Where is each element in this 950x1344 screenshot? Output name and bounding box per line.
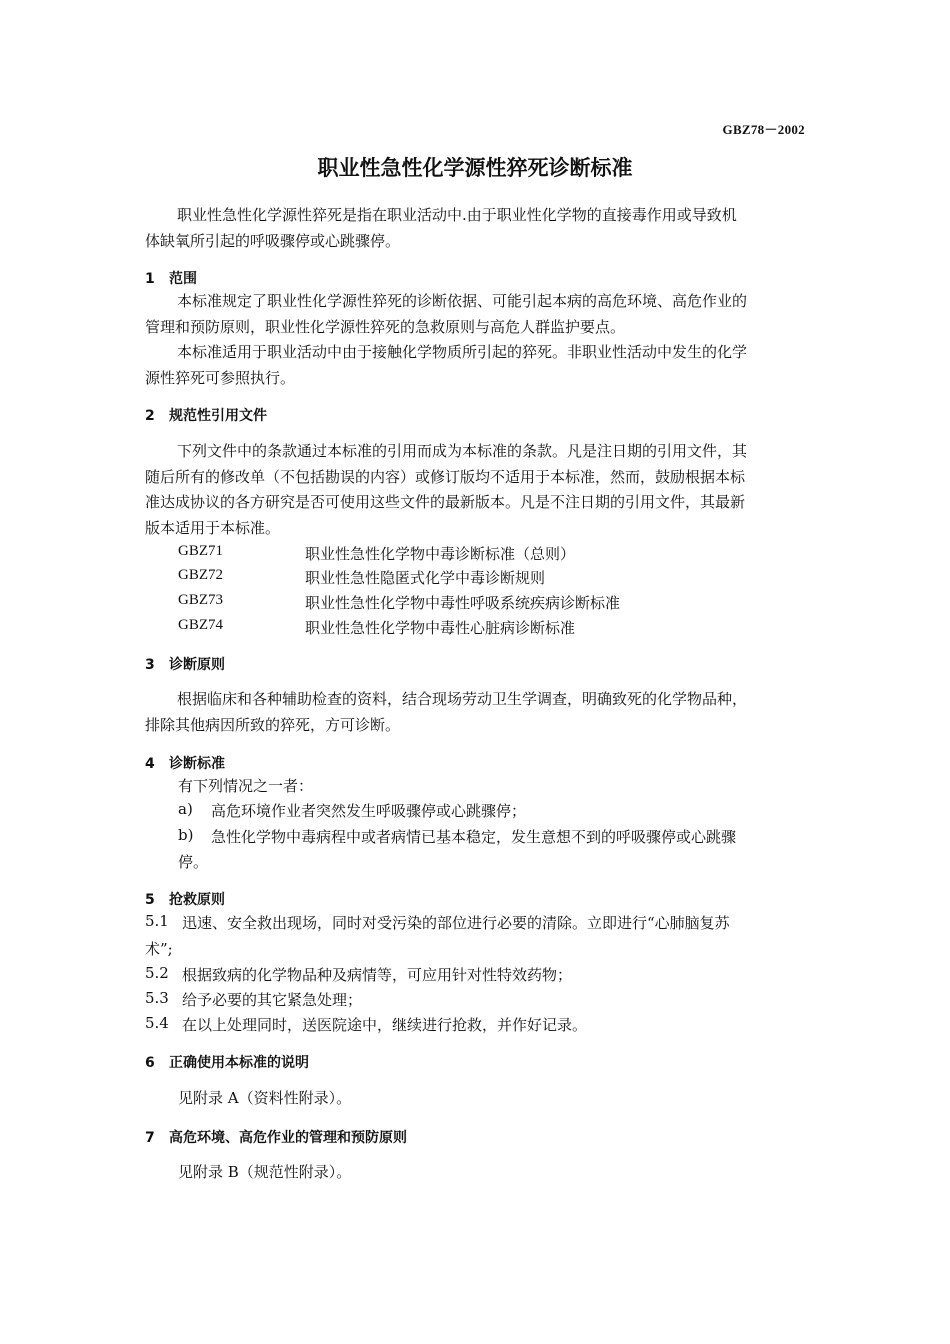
text-line: 下列文件中的条款通过本标准的引用而成为本标准的条款。凡是注日期的引用文件，其 xyxy=(177,442,748,460)
ref-title: 职业性急性化学物中毒性心脏病诊断标准 xyxy=(305,619,576,637)
ref-code: GBZ74 xyxy=(178,617,223,633)
appendix-b-reference: 见附录 B（规范性附录）。 xyxy=(178,1163,352,1181)
text-line: 准达成协议的各方研究是否可使用这些文件的最新版本。凡是不注日期的引用文件，其最新 xyxy=(145,493,746,512)
section-title: 正确使用本标准的说明 xyxy=(169,1055,309,1071)
section-4-heading xyxy=(145,753,225,773)
section-number: 4 xyxy=(145,756,155,772)
text-line: 源性猝死可参照执行。 xyxy=(145,368,296,387)
section-number: 3 xyxy=(145,657,155,673)
item-number: 5.2 xyxy=(145,964,169,982)
rescue-item-2: 根据致病的化学物品种及病情等，可应用针对性特效药物； xyxy=(182,966,573,984)
ref-title: 职业性急性化学物中毒性呼吸系统疾病诊断标准 xyxy=(305,594,621,612)
item-number: 5.1 xyxy=(145,912,169,930)
section-2-heading xyxy=(145,405,267,425)
section-3-heading xyxy=(145,654,225,674)
section-title: 抢救原则 xyxy=(169,892,225,908)
item-number: 5.4 xyxy=(145,1014,169,1032)
section-number: 1 xyxy=(145,271,155,287)
rescue-item-3: 给予必要的其它紧急处理； xyxy=(182,991,363,1009)
section-6-heading xyxy=(145,1052,309,1072)
section-title: 高危环境、高危作业的管理和预防原则 xyxy=(169,1130,407,1146)
ref-code: GBZ73 xyxy=(178,592,223,608)
section-5-heading xyxy=(145,889,225,909)
ref-title: 职业性急性隐匿式化学中毒诊断规则 xyxy=(305,569,546,587)
ref-code: GBZ71 xyxy=(178,543,223,559)
text-line: 本标准适用于职业活动中由于接触化学物质所引起的猝死。非职业性活动中发生的化学 xyxy=(177,343,748,361)
section-1-paragraph-1 xyxy=(145,289,809,340)
section-title: 规范性引用文件 xyxy=(169,408,267,424)
intro-line: 体缺氧所引起的呼吸骤停或心跳骤停。 xyxy=(145,231,401,250)
list-marker: b) xyxy=(178,826,194,844)
intro-paragraph xyxy=(145,203,809,254)
criteria-item-b: 急性化学物中毒病程中或者病情已基本稳定，发生意想不到的呼吸骤停或心跳骤 xyxy=(211,828,737,846)
text-line: 版本适用于本标准。 xyxy=(145,519,281,538)
rescue-item-4: 在以上处理同时，送医院途中，继续进行抢救，并作好记录。 xyxy=(182,1016,588,1034)
ref-title: 职业性急性化学物中毒诊断标准（总则） xyxy=(305,545,576,563)
text-line: 管理和预防原则，职业性化学源性猝死的急救原则与高危人群监护要点。 xyxy=(145,317,626,336)
rescue-item-1: 迅速、安全救出现场，同时对受污染的部位进行必要的清除。立即进行“心肺脑复苏 xyxy=(182,914,730,932)
intro-line: 职业性急性化学源性猝死是指在职业活动中.由于职业性化学物的直接毒作用或导致机 xyxy=(177,206,737,224)
section-title: 诊断标准 xyxy=(169,756,225,772)
section-title: 诊断原则 xyxy=(169,657,225,673)
section-number: 2 xyxy=(145,408,155,424)
text-line: 根据临床和各种辅助检查的资料，结合现场劳动卫生学调查，明确致死的化学物品种， xyxy=(177,690,748,708)
list-marker: a) xyxy=(178,800,193,818)
criteria-item-a: 高危环境作业者突然发生呼吸骤停或心跳骤停； xyxy=(211,802,527,820)
text-line: 随后所有的修改单（不包括勘误的内容）或修订版均不适用于本标准，然而，鼓励根据本标 xyxy=(145,467,746,486)
criteria-item-b-continued: 停。 xyxy=(178,853,209,871)
section-2-paragraph-1 xyxy=(145,439,809,542)
standard-code: GBZ78－2002 xyxy=(722,122,805,137)
section-1-heading xyxy=(145,268,197,288)
text-line: 本标准规定了职业性化学源性猝死的诊断依据、可能引起本病的高危环境、高危作业的 xyxy=(177,292,748,310)
rescue-item-1-continued: 术”; xyxy=(145,940,173,958)
section-3-paragraph-1 xyxy=(145,687,809,738)
section-number: 6 xyxy=(145,1055,155,1071)
item-number: 5.3 xyxy=(145,989,169,1007)
text-line: 排除其他病因所致的猝死，方可诊断。 xyxy=(145,715,401,734)
criteria-lead: 有下列情况之一者： xyxy=(178,777,314,795)
section-title: 范围 xyxy=(169,271,197,287)
ref-code: GBZ72 xyxy=(178,567,223,583)
section-number: 5 xyxy=(145,892,155,908)
section-7-heading xyxy=(145,1127,407,1147)
page-title: 职业性急性化学源性猝死诊断标准 xyxy=(317,156,633,180)
section-number: 7 xyxy=(145,1130,155,1146)
section-1-paragraph-2 xyxy=(145,340,809,391)
appendix-a-reference: 见附录 A（资料性附录）。 xyxy=(178,1089,352,1107)
